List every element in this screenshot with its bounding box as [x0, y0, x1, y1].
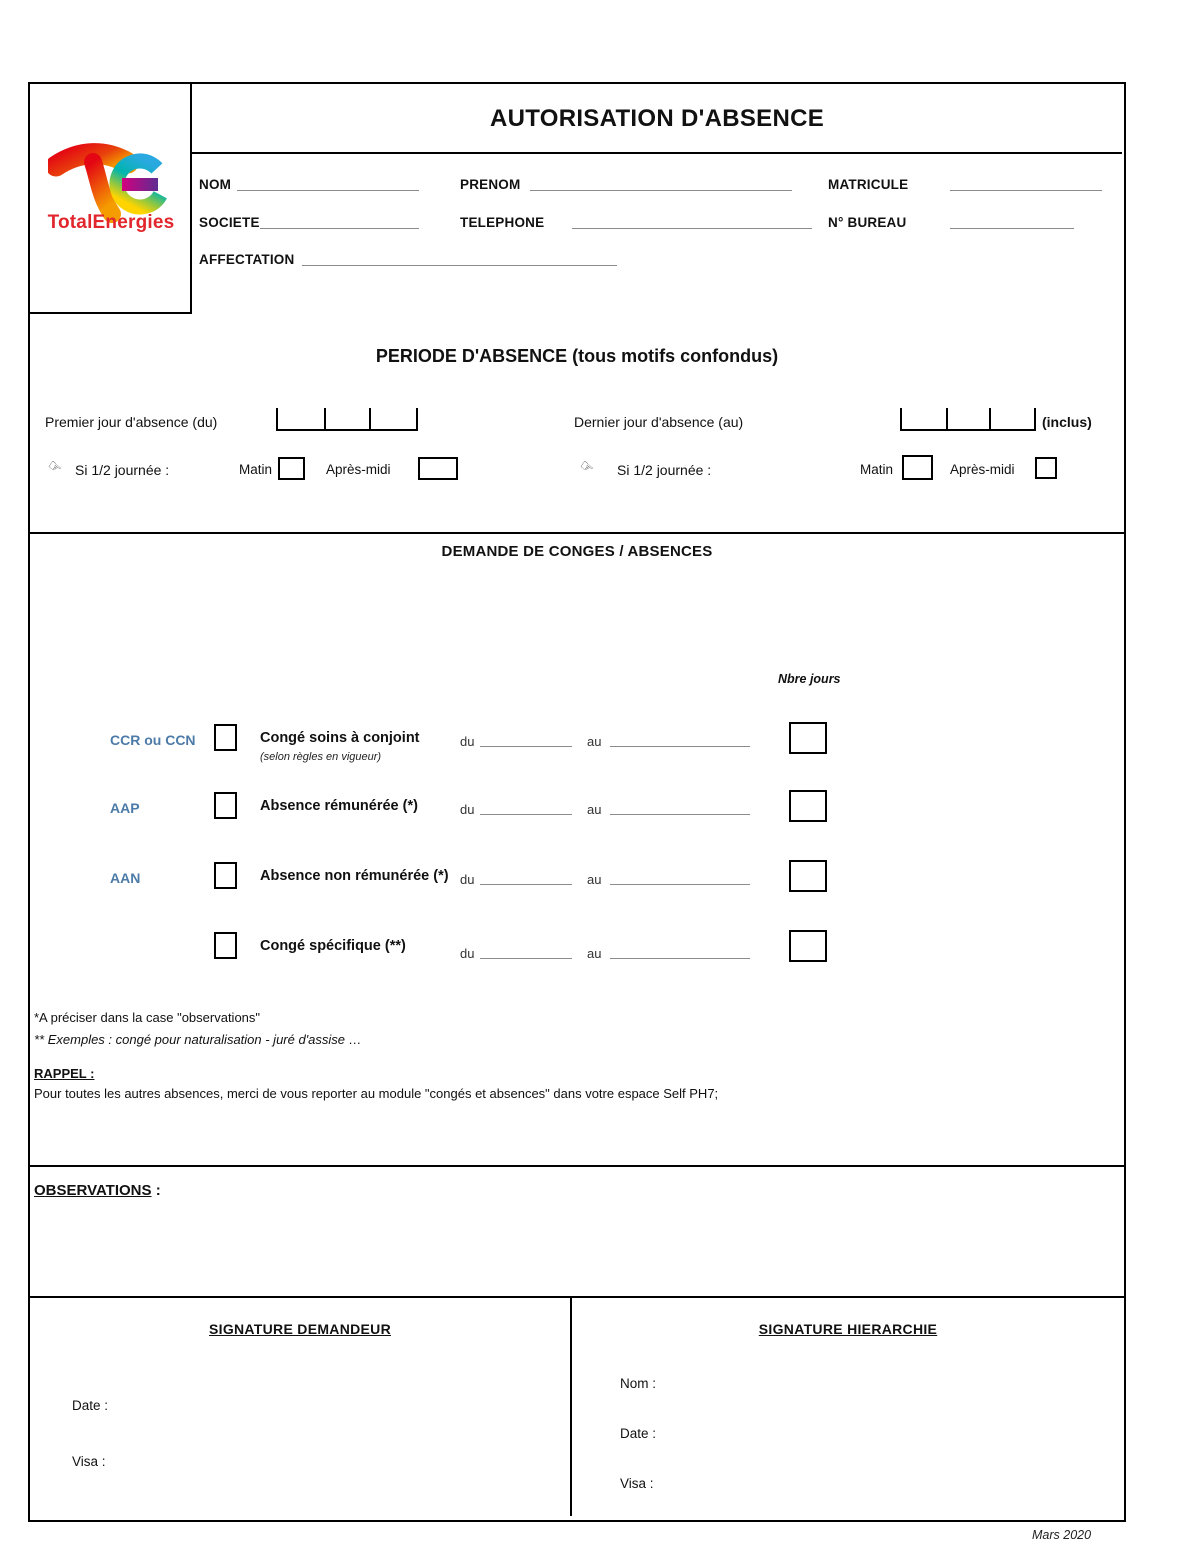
date-separator [324, 408, 326, 429]
page-title: AUTORISATION D'ABSENCE [489, 105, 825, 132]
demande-section-title: DEMANDE DE CONGES / ABSENCES [441, 543, 713, 560]
au-label: au [587, 872, 602, 887]
demandeur-date-label: Date : [72, 1398, 109, 1413]
row-code-aap: AAP [110, 800, 140, 816]
dernier-jour-label: Dernier jour d'absence (au) [574, 414, 744, 430]
telephone-label: TELEPHONE [460, 215, 545, 230]
au-label: au [587, 946, 602, 961]
au-input-line-ccr[interactable] [610, 732, 750, 747]
affectation-input-line[interactable] [302, 251, 617, 266]
signature-demandeur-title: SIGNATURE DEMANDEUR [209, 1321, 391, 1337]
nbre-jours-box-ccr[interactable] [789, 722, 827, 754]
nom-input-line[interactable] [237, 176, 419, 191]
du-input-line-ccr[interactable] [480, 732, 572, 747]
au-input-line-aan[interactable] [610, 870, 750, 885]
form-title-cell [192, 84, 1122, 154]
societe-label: SOCIETE [199, 215, 260, 230]
hierarchie-date-label: Date : [620, 1426, 657, 1441]
checkbox-aan[interactable] [214, 862, 237, 889]
observations-label-text: OBSERVATIONS [34, 1182, 152, 1199]
apres-midi-label-left: Après-midi [326, 462, 391, 477]
row-sublabel-ccr: (selon règles en vigueur) [260, 751, 382, 763]
date-input-dernier[interactable] [900, 408, 1036, 431]
nom-label: NOM [199, 177, 232, 192]
au-input-line-specifique[interactable] [610, 944, 750, 959]
du-label: du [460, 734, 475, 749]
du-label: du [460, 946, 475, 961]
checkbox-matin-dernier[interactable] [902, 455, 933, 480]
checkbox-ccr[interactable] [214, 724, 237, 751]
matricule-input-line[interactable] [950, 176, 1102, 191]
pointing-hand-icon: ☞ [43, 456, 65, 479]
section-divider [30, 1296, 1124, 1298]
du-input-line-aap[interactable] [480, 800, 572, 815]
checkbox-apres-midi-premier[interactable] [418, 457, 458, 480]
date-separator [989, 408, 991, 429]
nbre-jours-box-aan[interactable] [789, 860, 827, 892]
row-label-ccr: Congé soins à conjoint [260, 730, 420, 746]
row-label-aan: Absence non rémunérée (*) [260, 868, 449, 884]
nbre-jours-header: Nbre jours [778, 672, 841, 686]
du-input-line-specifique[interactable] [480, 944, 572, 959]
observations-area[interactable] [30, 1202, 1120, 1294]
row-code-aan: AAN [110, 870, 141, 886]
matin-label-left: Matin [239, 462, 273, 477]
matin-label-right: Matin [860, 462, 894, 477]
signature-hierarchie-title: SIGNATURE HIERARCHIE [758, 1321, 938, 1337]
bureau-label: N° BUREAU [828, 215, 907, 230]
au-label: au [587, 802, 602, 817]
date-separator [369, 408, 371, 429]
date-input-premier[interactable] [276, 408, 418, 431]
observations-label [34, 1182, 161, 1199]
brand-wordmark: TotalEnergies [47, 212, 175, 233]
nbre-jours-box-specifique[interactable] [789, 930, 827, 962]
checkbox-apres-midi-dernier[interactable] [1035, 457, 1057, 479]
prenom-label: PRENOM [460, 177, 521, 192]
nbre-jours-box-aap[interactable] [789, 790, 827, 822]
prenom-input-line[interactable] [530, 176, 792, 191]
au-input-line-aap[interactable] [610, 800, 750, 815]
row-label-aap: Absence rémunérée (*) [260, 798, 418, 814]
du-label: du [460, 802, 475, 817]
du-label: du [460, 872, 475, 887]
half-day-label-left: Si 1/2 journée : [75, 462, 170, 478]
form-version: Mars 2020 [1032, 1528, 1092, 1542]
checkbox-matin-premier[interactable] [278, 457, 305, 480]
half-day-label-right: Si 1/2 journée : [617, 462, 712, 478]
section-divider [30, 1165, 1124, 1167]
rappel-text: Pour toutes les autres absences, merci de vous reporter au module "congés et absences" dans votre espace Self PH7; [34, 1086, 719, 1101]
periode-section-title: PERIODE D'ABSENCE (tous motifs confondus) [375, 346, 779, 366]
hierarchie-nom-label: Nom : [620, 1376, 657, 1391]
premier-jour-label: Premier jour d'absence (du) [45, 414, 218, 430]
inclus-label: (inclus) [1042, 414, 1092, 430]
checkbox-aap[interactable] [214, 792, 237, 819]
signature-demandeur-area[interactable] [120, 1384, 550, 1504]
row-label-conge-specifique: Congé spécifique (**) [260, 938, 406, 954]
footnote-double-asterisk: ** Exemples : congé pour naturalisation - juré d'assise … [34, 1032, 362, 1047]
footnote-asterisk: *A préciser dans la case "observations" [34, 1010, 261, 1025]
rappel-label: RAPPEL : [34, 1066, 95, 1081]
date-separator [946, 408, 948, 429]
du-input-line-aan[interactable] [480, 870, 572, 885]
affectation-label: AFFECTATION [199, 252, 295, 267]
pointing-hand-icon: ☞ [575, 456, 597, 479]
form-outer-border [28, 82, 1126, 1522]
apres-midi-label-right: Après-midi [950, 462, 1015, 477]
logo-cell [30, 84, 192, 314]
section-divider [30, 532, 1124, 534]
societe-input-line[interactable] [260, 214, 419, 229]
hierarchie-visa-label: Visa : [620, 1476, 654, 1491]
bureau-input-line[interactable] [950, 214, 1074, 229]
observations-colon: : [151, 1182, 161, 1199]
matricule-label: MATRICULE [828, 177, 909, 192]
checkbox-conge-specifique[interactable] [214, 932, 237, 959]
signature-hierarchie-area[interactable] [680, 1364, 1100, 1504]
au-label: au [587, 734, 602, 749]
telephone-input-line[interactable] [572, 214, 812, 229]
demandeur-visa-label: Visa : [72, 1454, 106, 1469]
row-code-ccr: CCR ou CCN [110, 732, 196, 748]
